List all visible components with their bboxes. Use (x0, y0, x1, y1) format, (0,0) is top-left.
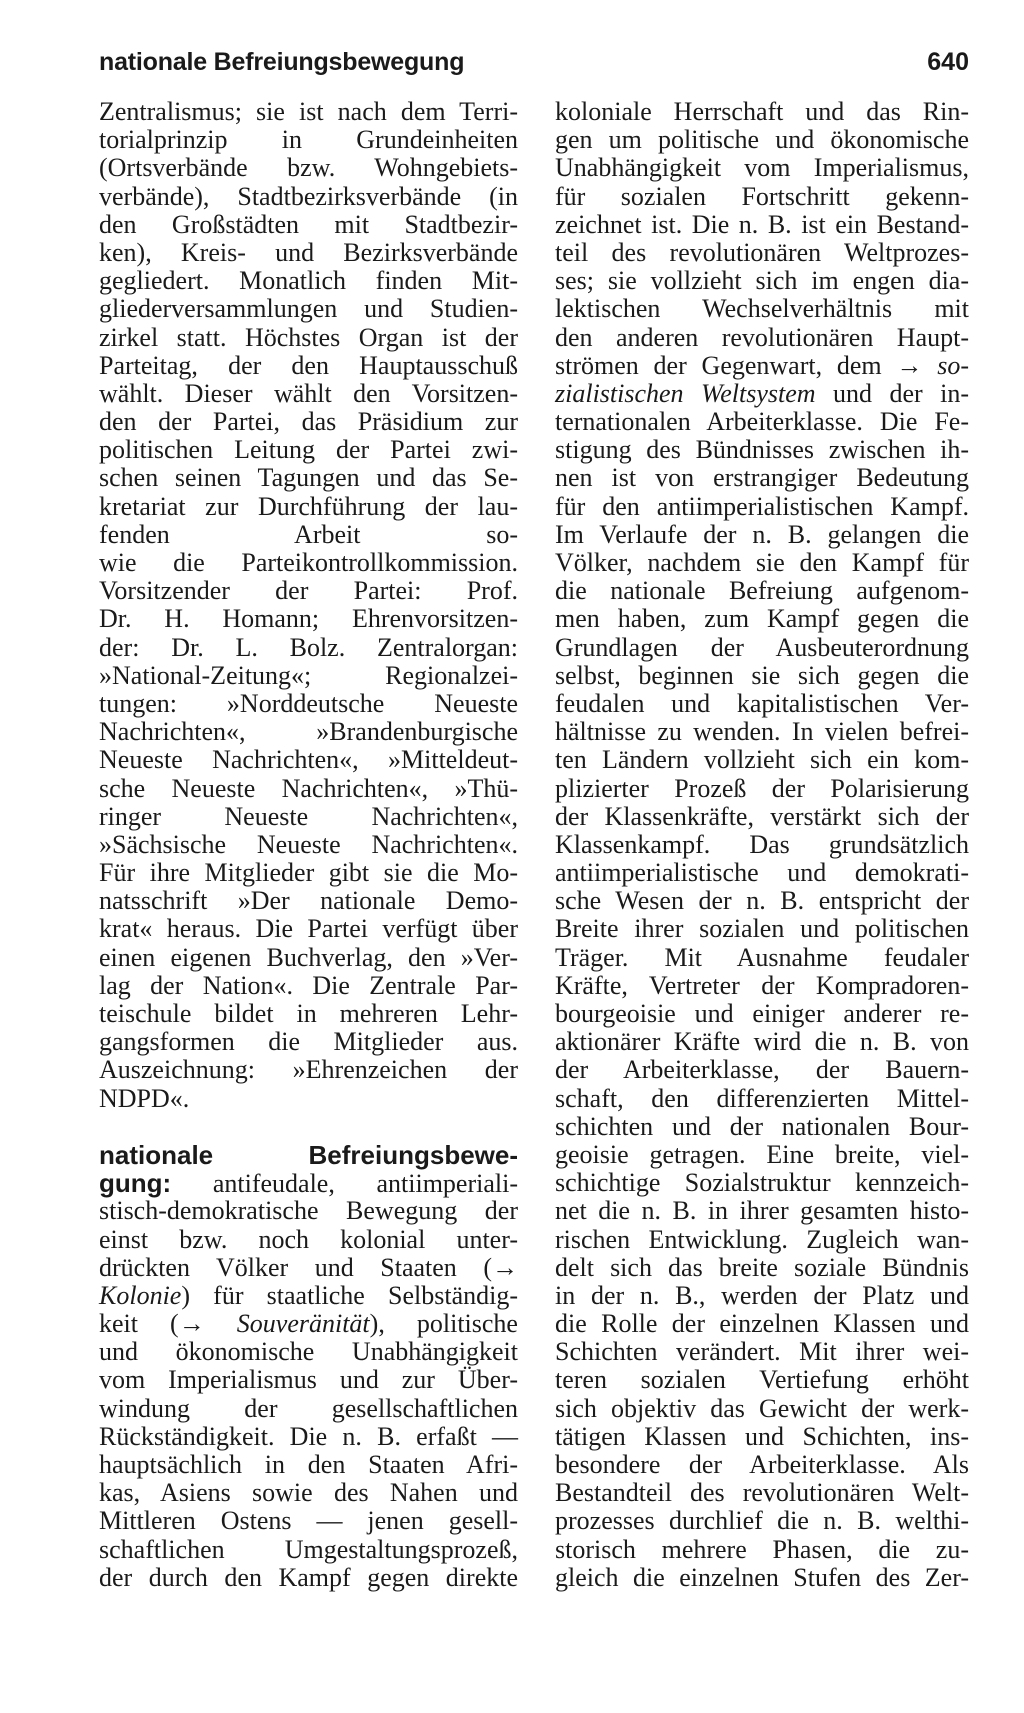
text-line: Neueste Nachrichten«, »Mitteldeut- (99, 745, 518, 775)
text-line: Grundlagen der Ausbeuterordnung (555, 632, 969, 662)
text-line: besondere der Arbeiterklasse. Als (555, 1450, 969, 1479)
text-line: plizierter Prozeß der Polarisierung (555, 773, 969, 803)
text-line: schaft, den differenzierten Mittel- (555, 1083, 969, 1113)
text-line: den Großstädten mit Stadtbezir- (99, 209, 518, 239)
xref-line-1 (555, 352, 969, 380)
text-line: einen eigenen Buchverlag, den »Ver- (99, 942, 518, 972)
page-number: 640 (927, 48, 969, 76)
text-line: teischule bildet in mehreren Lehr- (99, 999, 518, 1028)
entry-line-souveraenitaet (99, 1310, 518, 1338)
entry-text: und der in- (815, 378, 969, 408)
text-line: prozesses durchlief die n. B. welthi- (555, 1506, 969, 1536)
text-line: ses; sie vollzieht sich im engen dia- (555, 266, 969, 296)
text-line: in der n. B., werden der Platz und (555, 1280, 969, 1310)
left-column (99, 98, 518, 1592)
text-line: Völker, nachdem sie den Kampf für (555, 548, 969, 577)
text-line: schaftlichen Umgestaltungsprozeß, (99, 1534, 518, 1564)
text-line: teil des revolutionären Weltprozes- (555, 237, 969, 267)
entry-text: keit (→ (99, 1309, 237, 1339)
text-line: Träger. Mit Ausnahme feudaler (555, 942, 969, 972)
text-line: drückten Völker und Staaten (→ (99, 1252, 518, 1282)
text-line: lag der Nation«. Die Zentrale Par- (99, 970, 518, 1000)
text-line: Vorsitzender der Partei: Prof. (99, 576, 518, 606)
text-line: den der Partei, das Präsidium zur (99, 407, 518, 437)
text-line: Breite ihrer sozialen und politischen (555, 914, 969, 944)
text-line: wählt. Dieser wählt den Vorsitzen- (99, 378, 518, 408)
text-line: der Klassenkräfte, verstärkt sich der (555, 801, 969, 831)
text-line: Zentralismus; sie ist nach dem Terri- (99, 97, 518, 126)
text-line: Kräfte, Vertreter der Kompradoren- (555, 970, 969, 1000)
text-line: für sozialen Fortschritt gekenn- (555, 181, 969, 211)
text-line: lektischen Wechselverhältnis mit (555, 294, 969, 324)
entry-text: antifeudale, antiimperiali- (212, 1169, 518, 1199)
entry-headword-line-2 (99, 1169, 518, 1197)
text-line: stigung des Bündnisses zwischen ih- (555, 435, 969, 465)
text-line: hauptsächlich in den Staaten Afri- (99, 1450, 518, 1479)
text-line: NDPD«. (99, 1083, 190, 1113)
xref-kolonie[interactable]: Kolonie (99, 1280, 182, 1310)
text-line: die nationale Befreiung aufgenom- (555, 576, 969, 606)
right-column (555, 98, 969, 1592)
text-line: teren sozialen Vertiefung erhöht (555, 1365, 969, 1395)
text-line: bourgeoisie und einiger anderer re- (555, 999, 969, 1028)
text-line: rischen Entwicklung. Zugleich wan- (555, 1224, 969, 1254)
entry-line-kolonie (99, 1282, 518, 1310)
text-line: geoisie getragen. Eine breite, viel- (555, 1139, 969, 1169)
entry-headword-continued: gung: (99, 1168, 172, 1199)
text-line: gliederversammlungen und Studien- (99, 294, 518, 324)
text-line: gen um politische und ökonomische (555, 125, 969, 155)
text-line: gegliedert. Monatlich finden Mit- (99, 266, 518, 296)
entry-text: ), politische (369, 1309, 518, 1339)
text-line: kas, Asiens sowie des Nahen und (99, 1478, 518, 1508)
text-line: wie die Parteikontrollkommission. (99, 548, 518, 577)
text-line: ringer Neueste Nachrichten«, (99, 801, 518, 831)
text-line: koloniale Herrschaft und das Rin- (555, 97, 969, 126)
text-line: gangsformen die Mitglieder aus. (99, 1027, 518, 1057)
text-line: sich objektiv das Gewicht der werk- (555, 1393, 969, 1423)
entry-headword: nationale Befreiungsbewe- (99, 1139, 518, 1170)
text-line: delt sich das breite soziale Bündnis (555, 1252, 969, 1282)
text-line: torialprinzip in Grundeinheiten (99, 125, 518, 155)
text-line: die Rolle der einzelnen Klassen und (555, 1309, 969, 1339)
text-line: schichten und der nationalen Bour- (555, 1111, 969, 1141)
text-line: schen seinen Tagungen und das Se- (99, 463, 518, 493)
entry-headword-line (99, 1141, 518, 1169)
text-line: feudalen und kapitalistischen Ver- (555, 688, 969, 718)
text-line: windung der gesellschaftlichen (99, 1393, 518, 1423)
text-line: sche Neueste Nachrichten«, »Thü- (99, 773, 518, 803)
text-line: der Arbeiterklasse, der Bauern- (555, 1055, 969, 1085)
entry-gap (99, 1113, 518, 1141)
text-line: vom Imperialismus und zur Über- (99, 1365, 518, 1395)
text-line: krat« heraus. Die Partei verfügt über (99, 914, 518, 944)
entry-body-lines (99, 1338, 518, 1592)
text-line: kretariat zur Durchführung der lau- (99, 491, 518, 521)
left-column-paragraph (99, 98, 518, 1113)
text-line: antiimperialistische und demokrati- (555, 858, 969, 888)
text-line: für den antiimperialistischen Kampf. (555, 491, 969, 521)
text-line: zeichnet ist. Die n. B. ist ein Bestand- (555, 209, 969, 239)
text-line: Unabhängigkeit vom Imperialismus, (555, 153, 969, 183)
text-line: Für ihre Mitglieder gibt sie die Mo- (99, 858, 518, 888)
text-line: gleich die einzelnen Stufen des Zer- (555, 1562, 969, 1592)
text-line: Nachrichten«, »Brandenburgische (99, 717, 518, 747)
text-line: zirkel statt. Höchstes Organ ist der (99, 322, 518, 352)
text-line: stisch-demokratische Bewegung der (99, 1196, 518, 1226)
xref-line-2 (555, 380, 969, 408)
entry-body-lines (99, 1197, 518, 1282)
text-line: net die n. B. in ihrer gesamten histo- (555, 1196, 969, 1226)
text-line: men haben, zum Kampf gegen die (555, 604, 969, 634)
text-line: ternationalen Arbeiterklasse. Die Fe- (555, 407, 969, 437)
right-column-paragraph (555, 98, 969, 352)
text-line: »National-Zeitung«; Regionalzei- (99, 660, 518, 690)
text-line: Klassenkampf. Das grundsätzlich (555, 829, 969, 859)
text-line: tätigen Klassen und Schichten, ins- (555, 1421, 969, 1451)
text-line: hältnisse zu wenden. In vielen befrei- (555, 717, 969, 747)
text-line: der: Dr. L. Bolz. Zentralorgan: (99, 632, 518, 662)
entry-text: ) für staatliche Selbständig- (181, 1280, 518, 1310)
xref-souveraenitaet[interactable]: Souveränität (236, 1309, 370, 1339)
text-line: Mittleren Ostens — jenen gesell- (99, 1506, 518, 1536)
text-line: nen ist von erstrangiger Bedeutung (555, 463, 969, 493)
text-line: schichtige Sozialstruktur kennzeich- (555, 1168, 969, 1198)
text-line: Bestandteil des revolutionären Welt- (555, 1478, 969, 1508)
page-header (99, 44, 969, 80)
entry-text: strömen der Gegenwart, dem → (555, 350, 938, 380)
text-line: der durch den Kampf gegen direkte (99, 1562, 518, 1592)
text-line: selbst, beginnen sie sich gegen die (555, 660, 969, 690)
text-line: storisch mehrere Phasen, die zu- (555, 1534, 969, 1564)
text-line: einst bzw. noch kolonial unter- (99, 1224, 518, 1254)
text-line: aktionärer Kräfte wird die n. B. von (555, 1027, 969, 1057)
text-line: und ökonomische Unabhängigkeit (99, 1337, 518, 1367)
text-line: politischen Leitung der Partei zwi- (99, 435, 518, 465)
text-line: tungen: »Norddeutsche Neueste (99, 688, 518, 718)
text-line: Schichten verändert. Mit ihrer wei- (555, 1337, 969, 1367)
right-column-paragraph (555, 408, 969, 1592)
xref-sozialistisches-weltsystem-continued[interactable]: zialistischen Weltsystem (555, 378, 816, 408)
text-line: verbände), Stadtbezirksverbände (in (99, 181, 518, 211)
text-line: Dr. H. Homann; Ehrenvorsitzen- (99, 604, 518, 634)
text-line: Im Verlaufe der n. B. gelangen die (555, 519, 969, 549)
text-line: Rückständigkeit. Die n. B. erfaßt — (99, 1421, 518, 1451)
text-line: Parteitag, der den Hauptausschuß (99, 350, 518, 380)
xref-sozialistisches-weltsystem[interactable]: so- (937, 350, 969, 380)
text-line: sche Wesen der n. B. entspricht der (555, 886, 969, 916)
running-head: nationale Befreiungsbewegung (99, 48, 465, 76)
text-line: den anderen revolutionären Haupt- (555, 322, 969, 352)
text-line: ken), Kreis- und Bezirksverbände (99, 237, 518, 267)
text-line: natsschrift »Der nationale Demo- (99, 886, 518, 916)
text-line: fenden Arbeit so- (99, 519, 518, 549)
text-line: ten Ländern vollzieht sich ein kom- (555, 745, 969, 775)
text-line: »Sächsische Neueste Nachrichten«. (99, 829, 518, 859)
text-line: (Ortsverbände bzw. Wohngebiets- (99, 153, 518, 183)
text-line: Auszeichnung: »Ehrenzeichen der (99, 1055, 518, 1085)
